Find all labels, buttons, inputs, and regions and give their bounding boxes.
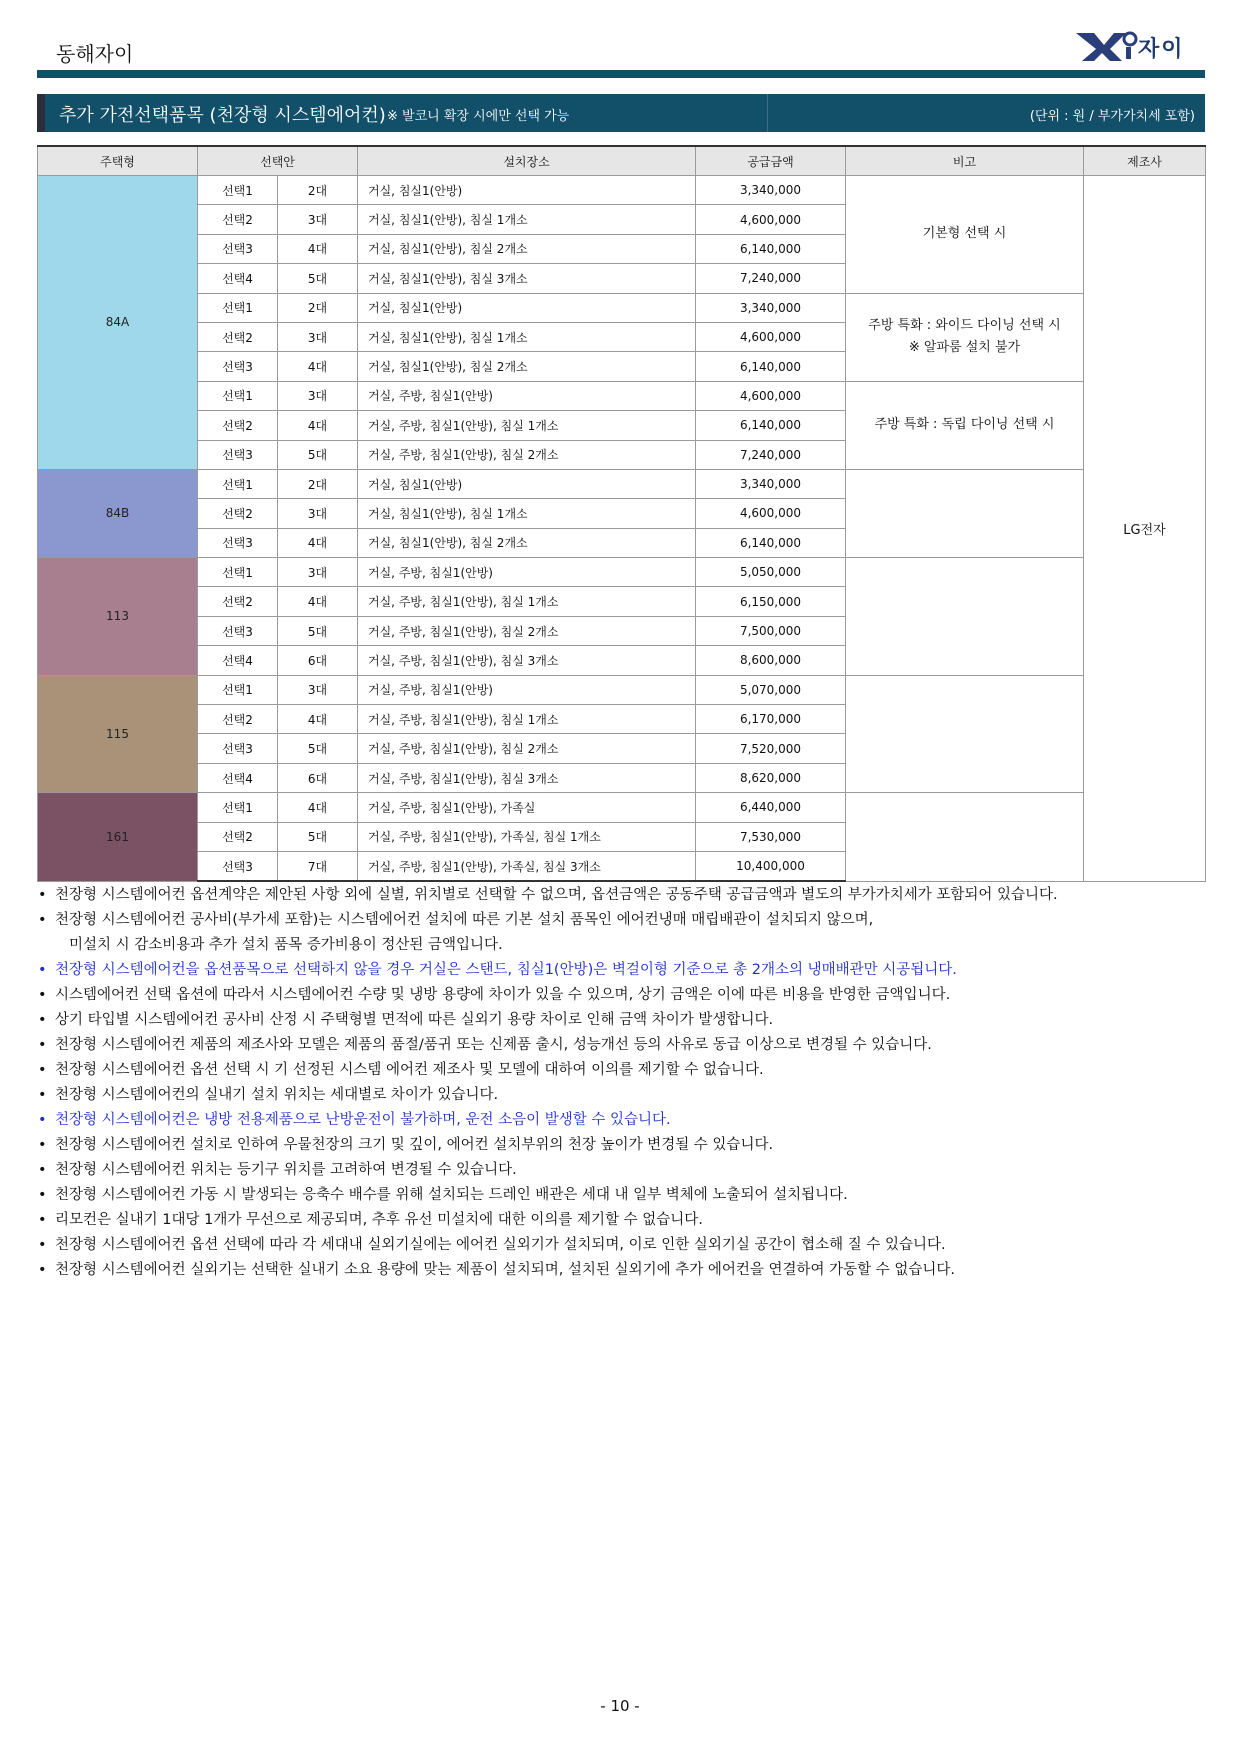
list-item-highlight (37, 1108, 1205, 1133)
unit-count-cell: 6대 (278, 763, 358, 792)
list-item (37, 1033, 1205, 1058)
unit-count-cell: 3대 (278, 381, 358, 410)
note-text: 천장형 시스템에어컨 실외기는 선택한 실내기 소요 용량에 맞는 제품이 설치되며, 설치된 실외기에 추가 에어컨을 연결하여 가동할 수 없습니다. (55, 1262, 955, 1278)
remarks-cell (846, 793, 1084, 882)
bullet: • (38, 1237, 47, 1253)
location-cell: 거실, 주방, 침실1(안방), 침실 2개소 (358, 440, 696, 469)
unit-label: (단위 : 원 / 부가가치세 포함) (1029, 109, 1195, 124)
price-cell: 4,600,000 (696, 381, 846, 410)
unit-count-cell: 2대 (278, 469, 358, 498)
location-cell: 거실, 침실1(안방), 침실 1개소 (358, 322, 696, 351)
remarks-cell (846, 558, 1084, 676)
location-cell: 거실, 침실1(안방), 침실 2개소 (358, 528, 696, 557)
price-cell: 5,050,000 (696, 558, 846, 587)
location-cell: 거실, 주방, 침실1(안방) (358, 381, 696, 410)
price-cell: 6,140,000 (696, 411, 846, 440)
option-cell: 선택1 (198, 558, 278, 587)
unit-count-cell: 5대 (278, 734, 358, 763)
note-text: 천장형 시스템에어컨을 옵션품목으로 선택하지 않을 경우 거실은 스탠드, 침실1(안방)은 벽걸이형 기준으로 총 2개소의 냉매배관만 시공됩니다. (55, 962, 957, 978)
unit-count-cell: 4대 (278, 705, 358, 734)
option-cell: 선택4 (198, 763, 278, 792)
option-cell: 선택2 (198, 411, 278, 440)
table-row (38, 675, 1206, 704)
bullet: • (38, 1112, 47, 1128)
note-text: 천장형 시스템에어컨 설치로 인하여 우물천장의 크기 및 깊이, 에어컨 설치부위의 천장 높이가 변경될 수 있습니다. (55, 1137, 774, 1153)
note-text: 천장형 시스템에어컨 옵션계약은 제안된 사항 외에 실별, 위치별로 선택할 수 없으며, 옵션금액은 공동주택 공급금액과 별도의 부가가치세가 포함되어 있습니다. (55, 887, 1058, 903)
section-title: 추가 가전선택품목 (천장형 시스템에어컨) (59, 105, 386, 126)
option-cell: 선택1 (198, 675, 278, 704)
option-cell: 선택1 (198, 176, 278, 205)
section-note: ※ 발코니 확장 시에만 선택 가능 (387, 109, 570, 124)
unit-count-cell: 3대 (278, 322, 358, 351)
location-cell: 거실, 주방, 침실1(안방), 침실 3개소 (358, 646, 696, 675)
note-text: 리모컨은 실내기 1대당 1개가 무선으로 제공되며, 추후 유선 미설치에 대한 이의를 제기할 수 없습니다. (55, 1212, 703, 1228)
header-price: 공급금액 (696, 146, 846, 176)
header-remarks: 비고 (846, 146, 1084, 176)
unit-count-cell: 4대 (278, 528, 358, 557)
bullet: • (38, 1187, 47, 1203)
table-row (38, 293, 1206, 322)
option-cell: 선택1 (198, 381, 278, 410)
option-cell: 선택3 (198, 851, 278, 881)
table-header-row (38, 146, 1206, 176)
list-item (37, 1008, 1205, 1033)
remarks-text: 주방 특화 : 독립 다이닝 선택 시 (874, 417, 1055, 433)
price-cell: 4,600,000 (696, 322, 846, 351)
note-text: 천장형 시스템에어컨의 실내기 설치 위치는 세대별로 차이가 있습니다. (55, 1087, 499, 1103)
location-cell: 거실, 주방, 침실1(안방) (358, 558, 696, 587)
option-cell: 선택3 (198, 734, 278, 763)
list-item (37, 1058, 1205, 1083)
location-cell: 거실, 주방, 침실1(안방), 침실 2개소 (358, 734, 696, 763)
remarks-cell (846, 381, 1084, 469)
location-cell: 거실, 주방, 침실1(안방), 가족실, 침실 1개소 (358, 822, 696, 851)
note-text: 천장형 시스템에어컨 가동 시 발생되는 응축수 배수를 위해 설치되는 드레인 배관은 세대 내 일부 벽체에 노출되어 설치됩니다. (55, 1187, 848, 1203)
option-cell: 선택4 (198, 646, 278, 675)
list-item (37, 883, 1205, 908)
price-cell: 6,150,000 (696, 587, 846, 616)
unit-count-cell: 3대 (278, 499, 358, 528)
option-cell: 선택1 (198, 293, 278, 322)
price-cell: 10,400,000 (696, 851, 846, 881)
price-cell: 3,340,000 (696, 469, 846, 498)
price-cell: 7,520,000 (696, 734, 846, 763)
option-cell: 선택2 (198, 205, 278, 234)
bullet: • (38, 987, 47, 1003)
option-cell: 선택2 (198, 499, 278, 528)
location-cell: 거실, 침실1(안방), 침실 1개소 (358, 499, 696, 528)
page-number: - 10 - (600, 1697, 640, 1715)
location-cell: 거실, 주방, 침실1(안방), 침실 1개소 (358, 705, 696, 734)
note-text: 상기 타입별 시스템에어컨 공사비 산정 시 주택형별 면적에 따른 실외기 용량 차이로 인해 금액 차이가 발생합니다. (55, 1012, 774, 1028)
list-item (37, 1133, 1205, 1158)
table-row (38, 381, 1206, 410)
bullet: • (38, 1162, 47, 1178)
note-text: 천장형 시스템에어컨 옵션 선택에 따라 각 세대내 실외기실에는 에어컨 실외기가 설치되며, 이로 인한 실외기실 공간이 협소해 질 수 있습니다. (55, 1237, 946, 1253)
header-option: 선택안 (198, 146, 358, 176)
location-cell: 거실, 주방, 침실1(안방) (358, 675, 696, 704)
price-cell: 7,240,000 (696, 264, 846, 293)
note-text: 천장형 시스템에어컨 위치는 등기구 위치를 고려하여 변경될 수 있습니다. (55, 1162, 517, 1178)
remarks-cell (846, 293, 1084, 381)
remarks-cell (846, 176, 1084, 294)
header-type: 주택형 (38, 146, 198, 176)
location-cell: 거실, 침실1(안방), 침실 2개소 (358, 234, 696, 263)
remarks-text: 주방 특화 : 와이드 다이닝 선택 시 (868, 318, 1061, 334)
bullet: • (38, 912, 47, 928)
list-item-continued (37, 933, 1205, 958)
unit-count-cell: 4대 (278, 352, 358, 381)
unit-count-cell: 4대 (278, 411, 358, 440)
bullet: • (38, 1262, 47, 1278)
location-cell: 거실, 침실1(안방), 침실 1개소 (358, 205, 696, 234)
location-cell: 거실, 주방, 침실1(안방), 침실 3개소 (358, 763, 696, 792)
bullet: • (38, 887, 47, 903)
aircon-option-table (37, 145, 1206, 882)
bullet: • (38, 1062, 47, 1078)
unit-count-cell: 6대 (278, 646, 358, 675)
bullet: • (38, 1137, 47, 1153)
bullet: • (38, 962, 47, 978)
location-cell: 거실, 침실1(안방), 침실 3개소 (358, 264, 696, 293)
price-cell: 3,340,000 (696, 293, 846, 322)
location-cell: 거실, 침실1(안방) (358, 176, 696, 205)
unit-count-cell: 4대 (278, 234, 358, 263)
table-row (38, 558, 1206, 587)
note-text: 천장형 시스템에어컨 공사비(부가세 포함)는 시스템에어컨 설치에 따른 기본 설치 품목인 에어컨냉매 매립배관이 설치되지 않으며, (55, 912, 874, 928)
price-cell: 3,340,000 (696, 176, 846, 205)
unit-count-cell: 3대 (278, 675, 358, 704)
housing-type-cell: 115 (38, 675, 198, 793)
note-text: 시스템에어컨 선택 옵션에 따라서 시스템에어컨 수량 및 냉방 용량에 차이가 있을 수 있으며, 상기 금액은 이에 따른 비용을 반영한 금액입니다. (55, 987, 951, 1003)
list-item (37, 1233, 1205, 1258)
price-cell: 7,240,000 (696, 440, 846, 469)
option-cell: 선택3 (198, 352, 278, 381)
location-cell: 거실, 침실1(안방), 침실 2개소 (358, 352, 696, 381)
price-cell: 6,140,000 (696, 352, 846, 381)
unit-count-cell: 5대 (278, 440, 358, 469)
list-item (37, 1258, 1205, 1283)
list-item-highlight (37, 958, 1205, 983)
price-cell: 5,070,000 (696, 675, 846, 704)
remarks-text: ※ 알파룸 설치 불가 (908, 340, 1021, 356)
note-text: 천장형 시스템에어컨 옵션 선택 시 기 선정된 시스템 에어컨 제조사 및 모델에 대하여 이의를 제기할 수 없습니다. (55, 1062, 764, 1078)
remarks-text: 기본형 선택 시 (922, 226, 1007, 242)
notes-list (37, 883, 1205, 1283)
option-cell: 선택4 (198, 264, 278, 293)
table-row (38, 469, 1206, 498)
location-cell: 거실, 주방, 침실1(안방), 가족실, 침실 3개소 (358, 851, 696, 881)
unit-count-cell: 3대 (278, 205, 358, 234)
price-cell: 6,140,000 (696, 528, 846, 557)
header-location: 설치장소 (358, 146, 696, 176)
unit-count-cell: 5대 (278, 616, 358, 645)
unit-count-cell: 3대 (278, 558, 358, 587)
location-cell: 거실, 침실1(안방) (358, 293, 696, 322)
table-row (38, 793, 1206, 822)
list-item (37, 1083, 1205, 1108)
option-cell: 선택3 (198, 440, 278, 469)
brand-logo-text: 자이 (1138, 37, 1185, 62)
location-cell: 거실, 주방, 침실1(안방), 침실 1개소 (358, 411, 696, 440)
option-cell: 선택1 (198, 793, 278, 822)
price-cell: 8,620,000 (696, 763, 846, 792)
option-cell: 선택2 (198, 587, 278, 616)
price-cell: 6,440,000 (696, 793, 846, 822)
header-divider (37, 70, 1205, 78)
option-cell: 선택3 (198, 616, 278, 645)
unit-count-cell: 2대 (278, 293, 358, 322)
list-item (37, 908, 1205, 933)
section-title-bar (37, 94, 1205, 132)
option-cell: 선택3 (198, 234, 278, 263)
bullet: • (38, 1212, 47, 1228)
list-item (37, 1208, 1205, 1233)
bullet: • (38, 1087, 47, 1103)
note-text: 미설치 시 감소비용과 추가 설치 품목 증가비용이 정산된 금액입니다. (69, 937, 503, 953)
unit-count-cell: 5대 (278, 822, 358, 851)
remarks-cell (846, 469, 1084, 557)
price-cell: 4,600,000 (696, 499, 846, 528)
note-text: 천장형 시스템에어컨은 냉방 전용제품으로 난방운전이 불가하며, 운전 소음이 발생할 수 있습니다. (55, 1112, 671, 1128)
price-cell: 8,600,000 (696, 646, 846, 675)
price-cell: 4,600,000 (696, 205, 846, 234)
option-cell: 선택2 (198, 822, 278, 851)
price-cell: 7,500,000 (696, 616, 846, 645)
list-item (37, 1158, 1205, 1183)
remarks-cell (846, 675, 1084, 793)
unit-count-cell: 5대 (278, 264, 358, 293)
list-item (37, 983, 1205, 1008)
housing-type-cell: 113 (38, 558, 198, 676)
note-text: 천장형 시스템에어컨 제품의 제조사와 모델은 제품의 품절/품귀 또는 신제품 출시, 성능개선 등의 사유로 동급 이상으로 변경될 수 있습니다. (55, 1037, 932, 1053)
page-header-title: 동해자이 (56, 42, 134, 66)
price-cell: 6,170,000 (696, 705, 846, 734)
bullet: • (38, 1012, 47, 1028)
table-row (38, 176, 1206, 205)
manufacturer-cell: LG전자 (1084, 176, 1206, 882)
option-cell: 선택2 (198, 705, 278, 734)
bullet: • (38, 1037, 47, 1053)
unit-count-cell: 4대 (278, 587, 358, 616)
housing-type-cell: 84A (38, 176, 198, 470)
unit-count-cell: 4대 (278, 793, 358, 822)
location-cell: 거실, 주방, 침실1(안방), 침실 2개소 (358, 616, 696, 645)
list-item (37, 1183, 1205, 1208)
location-cell: 거실, 주방, 침실1(안방), 침실 1개소 (358, 587, 696, 616)
price-cell: 6,140,000 (696, 234, 846, 263)
housing-type-cell: 161 (38, 793, 198, 882)
location-cell: 거실, 침실1(안방) (358, 469, 696, 498)
header-manufacturer: 제조사 (1084, 146, 1206, 176)
unit-count-cell: 2대 (278, 176, 358, 205)
option-cell: 선택1 (198, 469, 278, 498)
housing-type-cell: 84B (38, 469, 198, 557)
price-cell: 7,530,000 (696, 822, 846, 851)
option-cell: 선택3 (198, 528, 278, 557)
unit-count-cell: 7대 (278, 851, 358, 881)
title-divider (767, 94, 768, 132)
option-cell: 선택2 (198, 322, 278, 351)
location-cell: 거실, 주방, 침실1(안방), 가족실 (358, 793, 696, 822)
